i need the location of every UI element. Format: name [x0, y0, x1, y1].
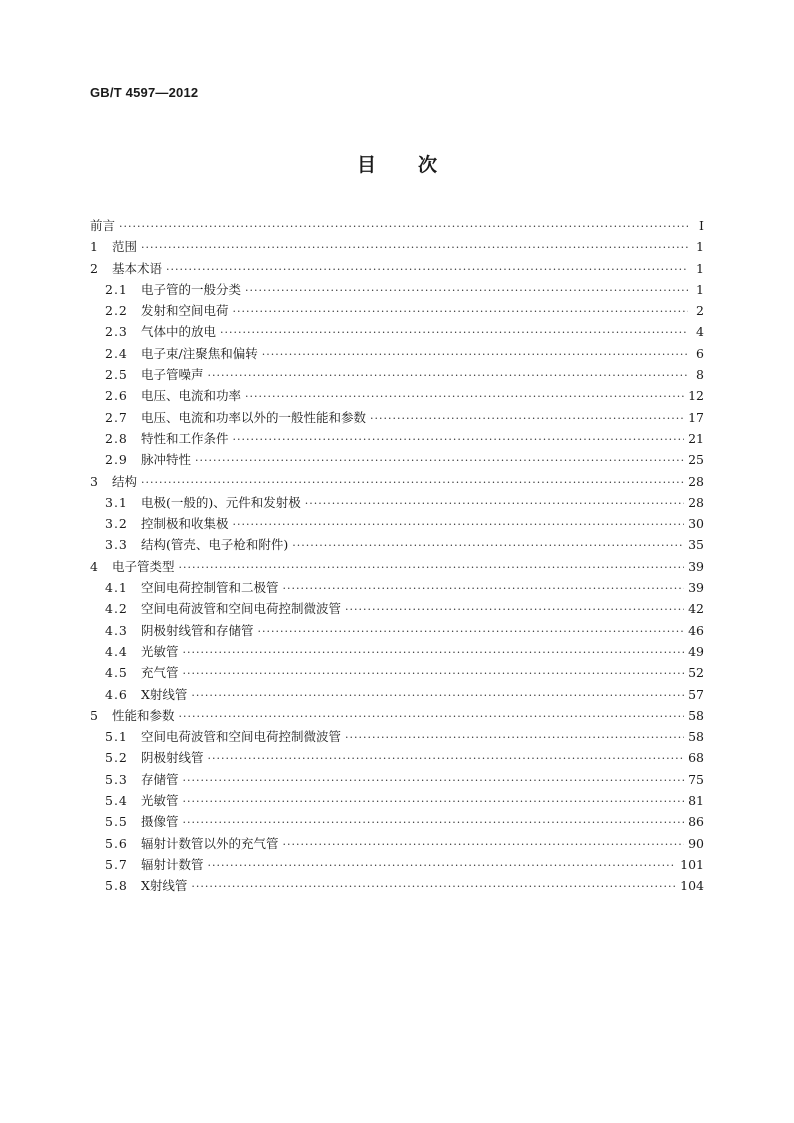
toc-dot-leader — [208, 748, 685, 769]
toc-dot-leader — [345, 599, 684, 620]
toc-entry[interactable] — [90, 577, 704, 598]
toc-entry[interactable] — [90, 513, 704, 534]
toc-entry-number: 4.3 — [105, 622, 128, 638]
toc-entry-page: 68 — [688, 750, 704, 766]
toc-dot-leader — [233, 514, 685, 535]
toc-entry-label: 空间电荷波管和空间电荷控制微波管 — [141, 601, 342, 617]
toc-entry-label: 辐射计数管 — [141, 856, 204, 872]
toc-entry-label: 电压、电流和功率 — [141, 388, 242, 404]
toc-entry-page: 35 — [688, 537, 704, 553]
toc-entry-label: 空间电荷控制管和二极管 — [141, 580, 279, 596]
toc-entry-label: 性能和参数 — [112, 707, 175, 723]
toc-entry[interactable] — [90, 385, 704, 406]
toc-dot-leader — [166, 259, 688, 280]
toc-entry[interactable] — [90, 428, 704, 449]
toc-dot-leader — [345, 727, 684, 748]
toc-entry-number: 2.5 — [105, 367, 128, 383]
toc-entry-number: 2.6 — [105, 388, 128, 404]
toc-dot-leader — [141, 472, 684, 493]
toc-entry-label: 辐射计数管以外的充气管 — [141, 835, 279, 851]
toc-dot-leader — [283, 834, 685, 855]
toc-entry-label: 气体中的放电 — [141, 324, 217, 340]
title-char-1: 目 — [356, 154, 376, 176]
toc-entry-number: 4.5 — [105, 665, 128, 681]
toc-dot-leader — [208, 365, 688, 386]
toc-entry-label: X射线管 — [141, 686, 188, 702]
toc-entry-page: 6 — [696, 345, 704, 361]
toc-entry-label: 空间电荷波管和空间电荷控制微波管 — [141, 729, 342, 745]
toc-entry-page: 28 — [688, 494, 704, 510]
toc-entry-page: 25 — [688, 452, 704, 468]
toc-entry-label: 发射和空间电荷 — [141, 303, 229, 319]
toc-entry-page: 1 — [696, 239, 704, 255]
toc-entry[interactable] — [90, 449, 704, 470]
toc-entry-page: 81 — [688, 793, 704, 809]
toc-dot-leader — [183, 642, 685, 663]
toc-entry[interactable] — [90, 279, 704, 300]
toc-dot-leader — [179, 557, 685, 578]
toc-entry-page: 42 — [688, 601, 704, 617]
toc-entry-number: 2.4 — [105, 345, 128, 361]
toc-entry-label: 电子束/注聚焦和偏转 — [141, 345, 258, 361]
toc-entry[interactable] — [90, 875, 704, 896]
toc-entry-label: 范围 — [112, 239, 138, 255]
toc-entry[interactable] — [90, 598, 704, 619]
toc-entry[interactable] — [90, 492, 704, 513]
title-char-2: 次 — [418, 154, 438, 176]
toc-entry-page: 30 — [688, 516, 704, 532]
toc-entry-number: 1 — [90, 239, 99, 255]
toc-entry-page: 2 — [696, 303, 704, 319]
toc-entry-page: 86 — [688, 814, 704, 830]
toc-entry-label: 基本术语 — [112, 260, 163, 276]
toc-entry-label: 光敏管 — [141, 643, 179, 659]
toc-entry-label: 电子管噪声 — [141, 367, 204, 383]
standard-code: GB/T 4597—2012 — [90, 85, 199, 100]
toc-entry-page: 39 — [688, 558, 704, 574]
toc-dot-leader — [208, 855, 677, 876]
toc-entry-number: 5.6 — [105, 835, 128, 851]
toc-entry-page: 1 — [696, 260, 704, 276]
toc-entry-label: 阴极射线管和存储管 — [141, 622, 254, 638]
toc-entry-number: 2 — [90, 260, 99, 276]
toc-dot-leader — [258, 621, 685, 642]
toc-entry[interactable] — [90, 236, 704, 257]
toc-entry[interactable] — [90, 258, 704, 279]
toc-dot-leader — [292, 535, 684, 556]
toc-entry-number: 2.1 — [105, 281, 128, 297]
toc-entry[interactable] — [90, 343, 704, 364]
toc-dot-leader — [191, 685, 684, 706]
toc-entry-page: 17 — [688, 409, 704, 425]
toc-entry-page: 28 — [688, 473, 704, 489]
toc-dot-leader — [370, 408, 684, 429]
toc-entry-label: 存储管 — [141, 771, 179, 787]
toc-entry-page: 58 — [688, 707, 704, 723]
toc-dot-leader — [179, 706, 685, 727]
toc-entry-number: 3.2 — [105, 516, 128, 532]
toc-entry-page: 104 — [680, 878, 704, 894]
toc-entry-page: 21 — [688, 430, 704, 446]
toc-entry-number: 5.5 — [105, 814, 128, 830]
toc-entry-label: 阴极射线管 — [141, 750, 204, 766]
toc-entry-number: 2.3 — [105, 324, 128, 340]
toc-dot-leader — [233, 429, 685, 450]
toc-entry-page: 39 — [688, 580, 704, 596]
toc-dot-leader — [195, 450, 684, 471]
toc-entry-number: 4.6 — [105, 686, 128, 702]
toc-entry[interactable] — [90, 726, 704, 747]
toc-entry-page: Ⅰ — [699, 218, 704, 233]
toc-dot-leader — [183, 812, 685, 833]
toc-entry[interactable] — [90, 364, 704, 385]
toc-entry[interactable] — [90, 300, 704, 321]
toc-entry[interactable] — [90, 534, 704, 555]
toc-entry-label: 结构 — [112, 473, 138, 489]
toc-entry-page: 101 — [680, 856, 704, 872]
toc-entry[interactable] — [90, 769, 704, 790]
toc-entry-page: 90 — [688, 835, 704, 851]
toc-dot-leader — [245, 386, 684, 407]
toc-entry-page: 8 — [696, 367, 704, 383]
toc-entry-number: 5 — [90, 707, 99, 723]
toc-dot-leader — [283, 578, 685, 599]
toc-entry[interactable] — [90, 705, 704, 726]
toc-entry-page: 1 — [696, 281, 704, 297]
toc-entry[interactable] — [90, 556, 704, 577]
toc-entry-page: 49 — [688, 643, 704, 659]
toc-entry-number: 3.1 — [105, 494, 128, 510]
toc-entry[interactable] — [90, 471, 704, 492]
toc-entry[interactable] — [90, 747, 704, 768]
toc-dot-leader — [262, 344, 688, 365]
toc-entry-page: 12 — [688, 388, 704, 404]
toc-dot-leader — [305, 493, 684, 514]
toc-entry[interactable] — [90, 321, 704, 342]
table-of-contents — [90, 215, 704, 897]
toc-entry-label: X射线管 — [141, 878, 188, 894]
toc-entry-page: 4 — [696, 324, 704, 340]
toc-entry[interactable] — [90, 641, 704, 662]
toc-entry-label: 控制极和收集极 — [141, 516, 229, 532]
toc-entry-label: 电子管类型 — [112, 558, 175, 574]
toc-dot-leader — [141, 237, 688, 258]
toc-entry-page: 57 — [688, 686, 704, 702]
toc-entry-label: 电压、电流和功率以外的一般性能和参数 — [141, 409, 367, 425]
toc-entry-label: 充气管 — [141, 665, 179, 681]
toc-entry[interactable] — [90, 620, 704, 641]
toc-entry-label: 结构(管壳、电子枪和附件) — [141, 537, 289, 553]
toc-entry-number: 5.3 — [105, 771, 128, 787]
toc-entry-number: 3 — [90, 473, 99, 489]
toc-dot-leader — [119, 216, 688, 237]
toc-dot-leader — [183, 770, 685, 791]
toc-entry-number: 3.3 — [105, 537, 128, 553]
page-title — [0, 150, 794, 177]
toc-entry-number: 5.1 — [105, 729, 128, 745]
toc-entry-number: 4.2 — [105, 601, 128, 617]
toc-entry-number: 4.1 — [105, 580, 128, 596]
toc-entry-number: 4 — [90, 558, 99, 574]
toc-entry[interactable] — [90, 811, 704, 832]
toc-entry[interactable] — [90, 790, 704, 811]
toc-dot-leader — [191, 876, 676, 897]
toc-entry[interactable] — [90, 215, 704, 236]
toc-entry-label: 电极(一般的)、元件和发射极 — [141, 494, 301, 510]
toc-entry-label: 脉冲特性 — [141, 452, 192, 468]
toc-entry-page: 75 — [688, 771, 704, 787]
toc-entry-number: 2.2 — [105, 303, 128, 319]
toc-entry[interactable] — [90, 407, 704, 428]
toc-dot-leader — [183, 791, 685, 812]
toc-entry[interactable] — [90, 684, 704, 705]
toc-entry-page: 58 — [688, 729, 704, 745]
toc-entry-label: 电子管的一般分类 — [141, 281, 242, 297]
toc-entry[interactable] — [90, 662, 704, 683]
toc-entry-number: 4.4 — [105, 643, 128, 659]
toc-entry-number: 2.9 — [105, 452, 128, 468]
toc-entry-number: 5.2 — [105, 750, 128, 766]
toc-dot-leader — [183, 663, 685, 684]
toc-entry-number: 5.8 — [105, 878, 128, 894]
toc-dot-leader — [220, 322, 688, 343]
toc-entry-number: 2.7 — [105, 409, 128, 425]
toc-entry-page: 52 — [688, 665, 704, 681]
toc-entry-label: 摄像管 — [141, 814, 179, 830]
toc-dot-leader — [233, 301, 688, 322]
toc-entry-label: 光敏管 — [141, 793, 179, 809]
toc-entry[interactable] — [90, 833, 704, 854]
toc-entry-number: 2.8 — [105, 430, 128, 446]
toc-entry-label: 前言 — [90, 218, 116, 233]
toc-entry[interactable] — [90, 854, 704, 875]
toc-entry-number: 5.4 — [105, 793, 128, 809]
toc-entry-number: 5.7 — [105, 856, 128, 872]
toc-dot-leader — [245, 280, 688, 301]
toc-entry-page: 46 — [688, 622, 704, 638]
toc-entry-label: 特性和工作条件 — [141, 430, 229, 446]
